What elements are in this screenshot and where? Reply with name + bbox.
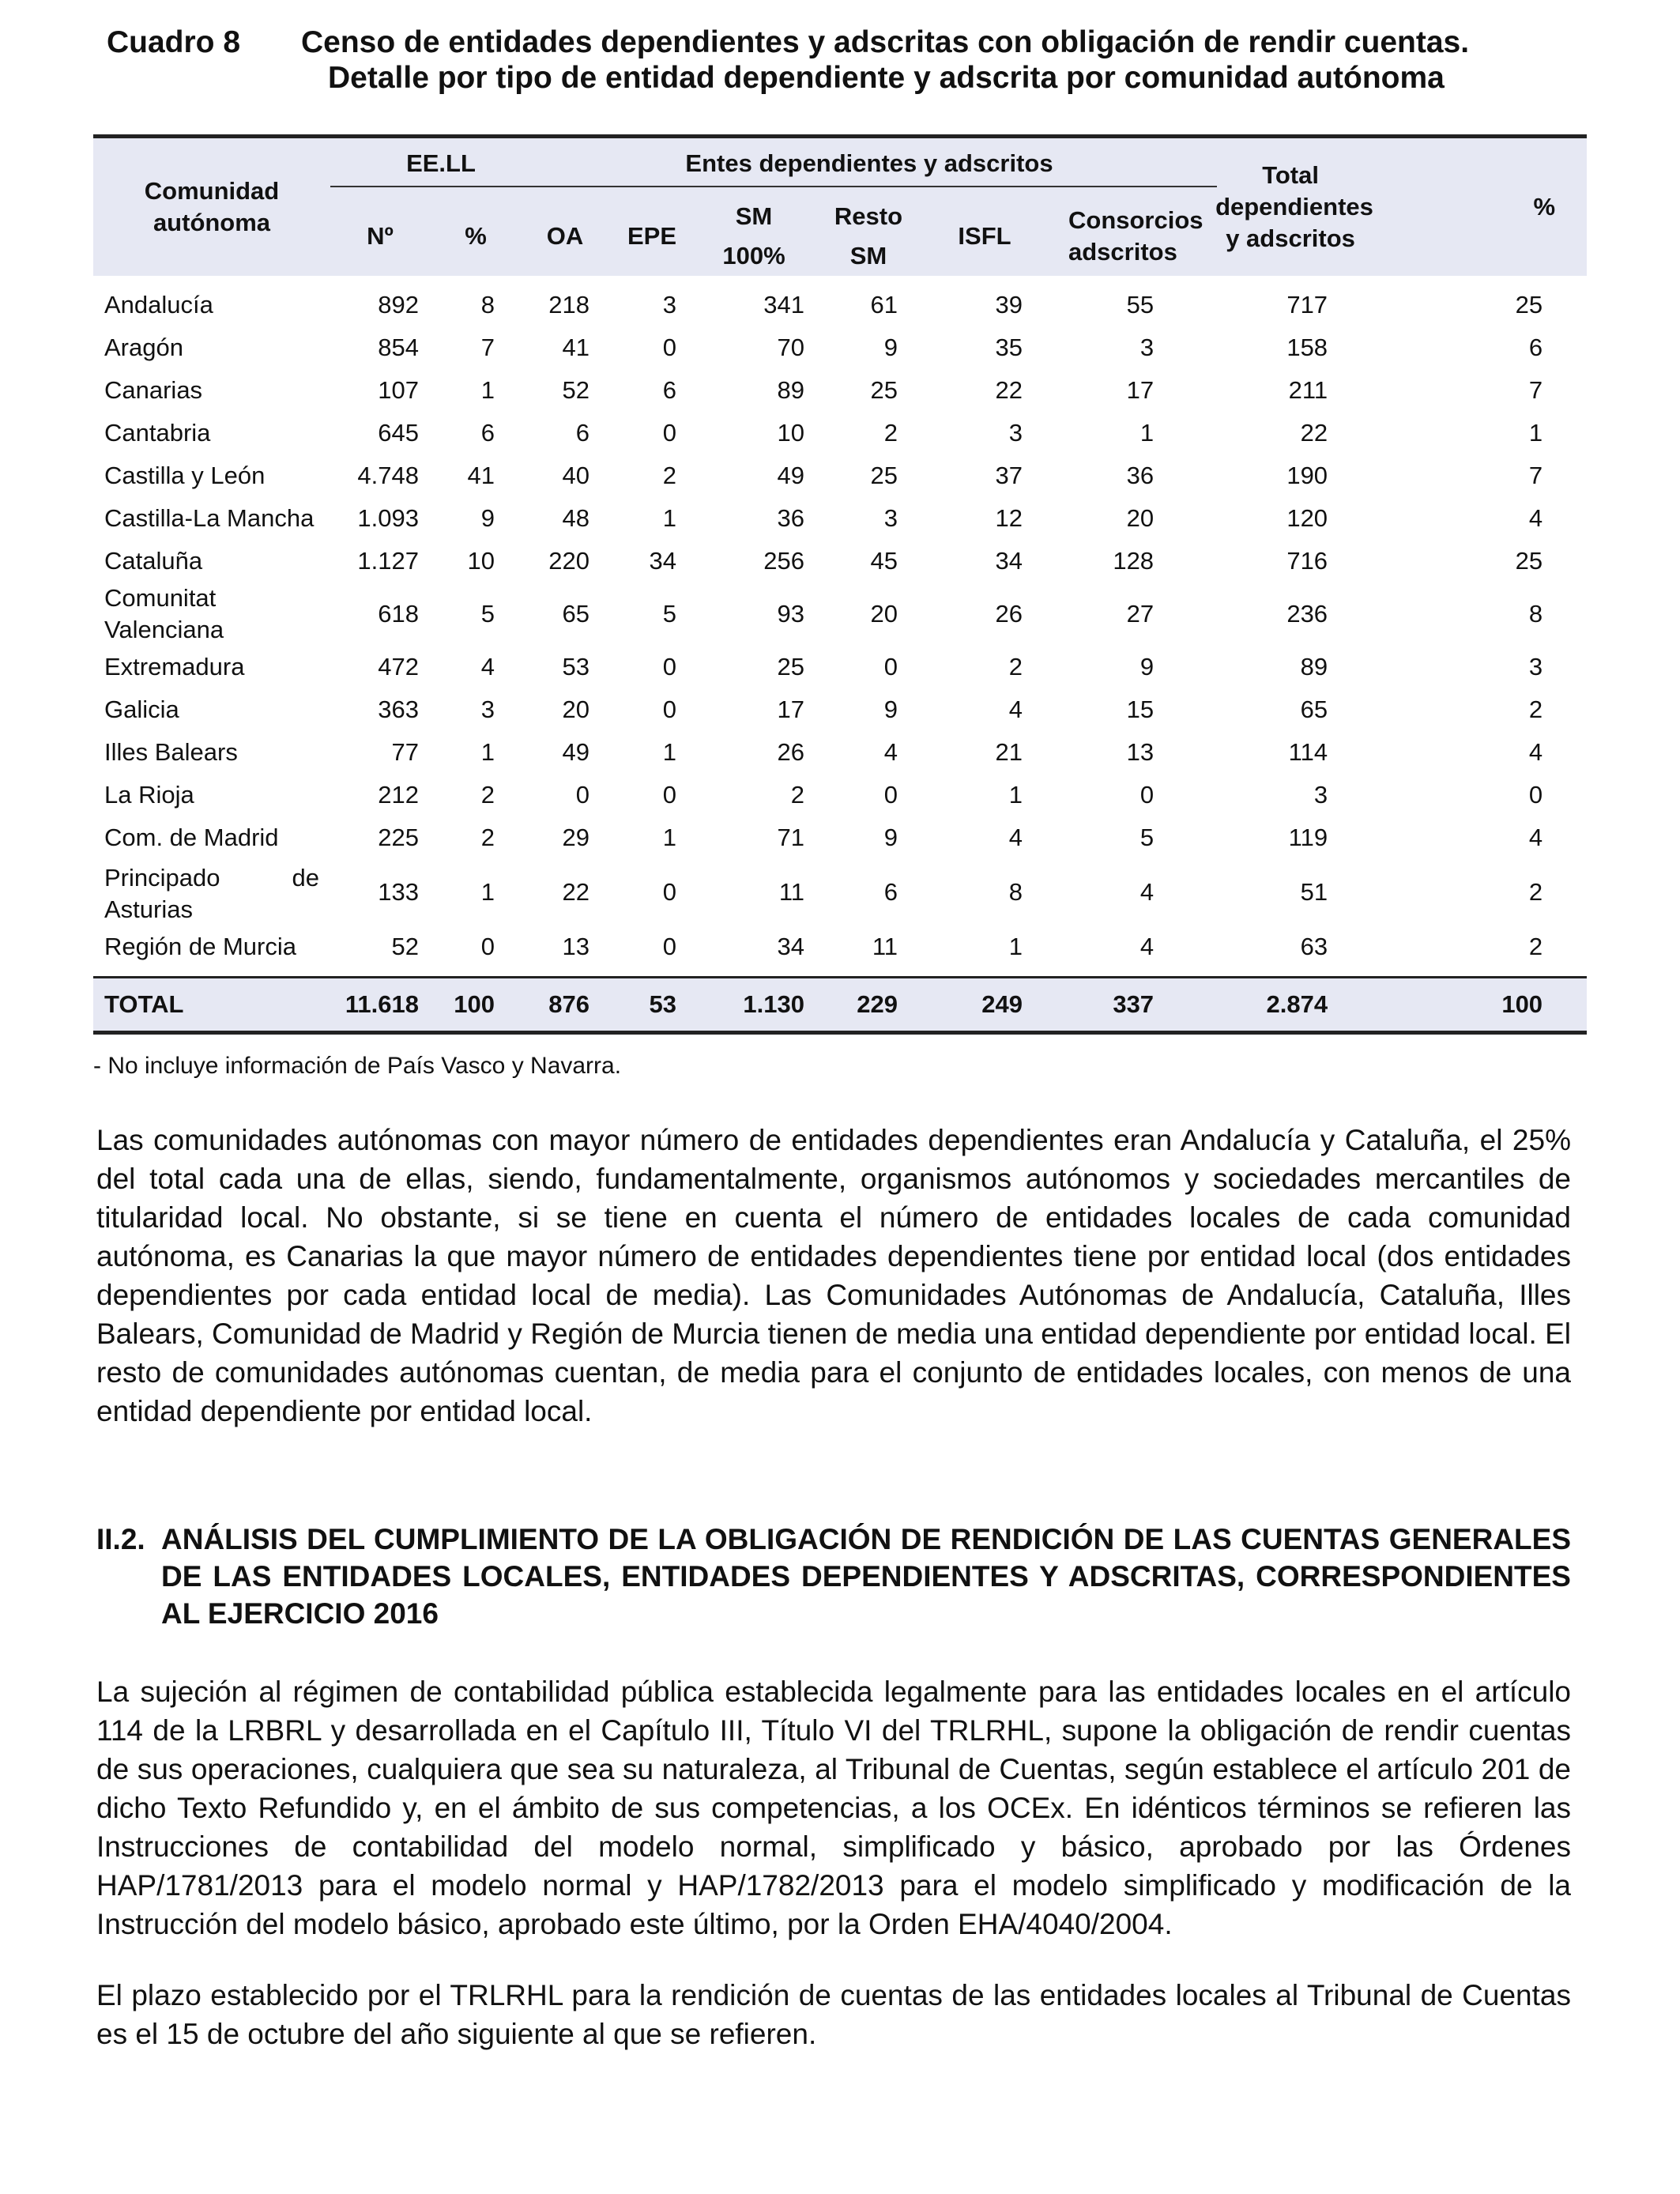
table-cell: 21 [995, 737, 1023, 766]
table-cell: 645 [378, 418, 419, 447]
row-label: Castilla y León [104, 461, 266, 489]
table-cell: 0 [883, 780, 898, 809]
table-cell: 0 [662, 780, 676, 809]
table-cell: 34 [995, 546, 1023, 575]
header-sm: SM [695, 197, 812, 236]
table-cell: 2 [790, 780, 804, 809]
table-row [93, 774, 1587, 816]
table-cell: 4 [1008, 823, 1023, 851]
header-consorcios: Consorcios adscritos [1045, 197, 1200, 276]
table-row [93, 646, 1587, 688]
table-cell: 0 [1139, 780, 1155, 809]
table-cell: 9 [883, 333, 898, 361]
table-cell: 0 [575, 780, 590, 809]
row-label: Extremadura [104, 652, 245, 680]
table-cell: 0 [662, 877, 676, 906]
row-label: Galicia [104, 695, 179, 723]
table-cell: 41 [562, 333, 590, 361]
table-cell: 0 [1528, 780, 1543, 809]
table-cell: 4 [1008, 695, 1023, 723]
table-cell: 0 [662, 695, 676, 723]
table-cell: 20 [562, 695, 590, 723]
table-cell: 5 [1139, 823, 1155, 851]
table-cell: 4 [1139, 932, 1155, 960]
table-cell: 3 [1313, 780, 1328, 809]
header-eell: EE.LL [330, 137, 522, 197]
header-isfl: ISFL [925, 197, 1045, 276]
total-cell: 876 [522, 977, 608, 1032]
table-cell: 1 [662, 823, 676, 851]
row-label: Aragón [104, 333, 183, 361]
table-cell: 114 [1288, 737, 1328, 766]
table-cell: 36 [777, 503, 804, 532]
row-label: La Rioja [104, 780, 194, 809]
table-cell: 37 [995, 461, 1023, 489]
table-cell: 5 [480, 599, 495, 628]
table-cell: 26 [995, 599, 1023, 628]
row-label: Principado de Asturias [104, 863, 319, 923]
table-cell: 212 [378, 780, 419, 809]
table-cell: 63 [1300, 932, 1328, 960]
row-label: Castilla-La Mancha [104, 503, 315, 532]
table-cell: 34 [777, 932, 804, 960]
table-cell: 5 [662, 599, 676, 628]
table-cell: 25 [1515, 290, 1543, 319]
row-label: Illes Balears [104, 737, 238, 766]
table-cell: 6 [883, 877, 898, 906]
table-cell: 1 [480, 375, 495, 404]
table-row [93, 497, 1587, 540]
table-cell: 45 [870, 546, 898, 575]
table-cell: 133 [378, 877, 419, 906]
table-cell: 4.748 [357, 461, 419, 489]
header-resto: Resto [812, 197, 925, 236]
table-cell: 1.127 [357, 546, 419, 575]
table-cell: 4 [1528, 503, 1543, 532]
table-cell: 717 [1286, 290, 1328, 319]
table-cell: 71 [777, 823, 804, 851]
table-cell: 22 [562, 877, 590, 906]
table-cell: 1 [662, 503, 676, 532]
table-cell: 2 [480, 823, 495, 851]
table-row [93, 731, 1587, 774]
table-cell: 120 [1286, 503, 1328, 532]
table-cell: 472 [378, 652, 419, 680]
table-row [93, 582, 1587, 646]
table-cell: 9 [883, 695, 898, 723]
table-cell: 49 [777, 461, 804, 489]
header-resto-sub: SM [812, 236, 925, 276]
section-title: ANÁLISIS DEL CUMPLIMIENTO DE LA OBLIGACIÓN DE RENDICIÓN DE LAS CUENTAS GENERALES DE LAS ENTIDADES LOCALES, ENTIDADES DEPENDIENTES Y ADSCRITAS, CORRESPONDIENTES AL EJERCICIO 2016 [161, 1523, 1571, 1630]
table-cell: 11 [872, 932, 898, 960]
table-cell: 2 [1528, 932, 1543, 960]
table-cell: 892 [378, 290, 419, 319]
table-cell: 4 [1528, 823, 1543, 851]
header-comunidad: Comunidad autónoma [93, 137, 330, 276]
total-cell: 249 [925, 977, 1045, 1032]
row-label: Cataluña [104, 546, 203, 575]
paragraph-2: La sujeción al régimen de contabilidad pública establecida legalmente para las entidades locales en el artículo 114 de la LRBRL y desarrollada en el Capítulo III, Título VI del TRLRHL, supone la obligación de rendir cuentas de sus operaciones, cualquiera que sea su naturaleza, al Tribunal de Cuentas, según establece el artículo 201 de dicho Texto Refundido y, en el ámbito de sus competencias, a los OCEx. En idénticos términos se refieren las Instrucciones de contabilidad del modelo normal, simplificado y básico, aprobado por las Órdenes HAP/1781/2013 para el modelo normal y HAP/1782/2013 para el modelo simplificado y modificación de la Instrucción del modelo básico, aprobado este último, por la Orden EHA/4040/2004. [96, 1676, 1571, 1940]
table-cell: 190 [1286, 461, 1328, 489]
table-cell: 52 [391, 932, 419, 960]
table-row [93, 454, 1587, 497]
table-cell: 13 [1126, 737, 1155, 766]
paragraph-3: El plazo establecido por el TRLRHL para la rendición de cuentas de las entidades locales al Tribunal de Cuentas es el 15 de octubre del año siguiente al que se refieren. [96, 1979, 1571, 2050]
total-cell: 337 [1045, 977, 1200, 1032]
table-cell: 4 [883, 737, 898, 766]
table-row [93, 816, 1587, 859]
table-cell: 40 [562, 461, 590, 489]
total-cell: 100 [430, 977, 522, 1032]
table-cell: 4 [480, 652, 495, 680]
table-cell: 1 [480, 877, 495, 906]
table-cell: 7 [1528, 375, 1543, 404]
table-cell: 2 [883, 418, 898, 447]
total-cell: 1.130 [695, 977, 812, 1032]
table-cell: 0 [662, 932, 676, 960]
table-cell: 48 [562, 503, 590, 532]
table-cell: 25 [1515, 546, 1543, 575]
table-cell: 17 [1126, 375, 1155, 404]
table-cell: 4 [1528, 737, 1543, 766]
table-cell: 363 [378, 695, 419, 723]
table-cell: 22 [1300, 418, 1328, 447]
table-cell: 36 [1126, 461, 1155, 489]
table-cell: 7 [1528, 461, 1543, 489]
table-cell: 77 [391, 737, 419, 766]
table-cell: 0 [480, 932, 495, 960]
row-label: Com. de Madrid [104, 823, 279, 851]
row-label: Región de Murcia [104, 932, 296, 960]
table-cell: 1 [480, 737, 495, 766]
table-cell: 3 [662, 290, 676, 319]
section-number: II.2. [96, 1523, 145, 1555]
table-cell: 6 [1528, 333, 1543, 361]
table-cell: 65 [1300, 695, 1328, 723]
table-cell: 7 [480, 333, 495, 361]
table-row [93, 369, 1587, 412]
table-cell: 93 [777, 599, 804, 628]
row-label: Andalucía [104, 290, 213, 319]
table-cell: 0 [662, 652, 676, 680]
table-cell: 41 [467, 461, 495, 489]
table-row [93, 688, 1587, 731]
table-cell: 107 [378, 375, 419, 404]
table-cell: 0 [662, 333, 676, 361]
table-cell: 854 [378, 333, 419, 361]
table-row [93, 540, 1587, 582]
table-cell: 3 [480, 695, 495, 723]
table-row [93, 859, 1587, 925]
header-pct-total: % [1381, 137, 1587, 276]
table-cell: 6 [575, 418, 590, 447]
table-cell: 6 [662, 375, 676, 404]
table-cell: 51 [1300, 877, 1328, 906]
table-cell: 225 [378, 823, 419, 851]
table-cell: 2 [1528, 877, 1543, 906]
header-total: Total dependientes y adscritos [1200, 137, 1381, 276]
table-cell: 341 [763, 290, 804, 319]
table-cell: 2 [662, 461, 676, 489]
table-cell: 2 [1008, 652, 1023, 680]
table-cell: 26 [777, 737, 804, 766]
table-cell: 119 [1288, 823, 1328, 851]
table-note: - No incluye información de País Vasco y Navarra. [93, 1053, 622, 1079]
table-cell: 10 [467, 546, 495, 575]
table-cell: 25 [870, 375, 898, 404]
caption-title-line1: Censo de entidades dependientes y adscritas con obligación de rendir cuentas. [301, 25, 1470, 59]
table-cell: 9 [480, 503, 495, 532]
table-cell: 61 [870, 290, 898, 319]
table-cell: 27 [1126, 599, 1155, 628]
table-row [93, 326, 1587, 369]
table-cell: 8 [1008, 877, 1023, 906]
table-cell: 39 [995, 290, 1023, 319]
row-label: Cantabria [104, 418, 211, 447]
table-cell: 3 [883, 503, 898, 532]
table-cell: 89 [777, 375, 804, 404]
table-cell: 53 [562, 652, 590, 680]
header-n: Nº [330, 197, 430, 276]
row-label: Canarias [104, 375, 203, 404]
table-cell: 49 [562, 737, 590, 766]
table-cell: 8 [1528, 599, 1543, 628]
table-cell: 10 [777, 418, 804, 447]
table-cell: 20 [870, 599, 898, 628]
table-cell: 11 [778, 877, 804, 906]
table-cell: 20 [1126, 503, 1155, 532]
table-cell: 89 [1300, 652, 1328, 680]
table-cell: 9 [1139, 652, 1155, 680]
total-cell: 229 [812, 977, 925, 1032]
table-cell: 25 [777, 652, 804, 680]
table-row [93, 412, 1587, 454]
table-cell: 1 [1528, 418, 1543, 447]
table-cell: 1 [1139, 418, 1155, 447]
table-cell: 236 [1286, 599, 1328, 628]
table-cell: 4 [1139, 877, 1155, 906]
table-cell: 13 [562, 932, 590, 960]
caption-title-line2: Detalle por tipo de entidad dependiente y adscrita por comunidad autónoma [328, 61, 1445, 95]
table-cell: 128 [1113, 546, 1155, 575]
header-oa: OA [522, 197, 608, 276]
table-cell: 1 [1008, 932, 1023, 960]
table-cell: 618 [378, 599, 419, 628]
census-table [93, 134, 1587, 1035]
table-cell: 22 [995, 375, 1023, 404]
table-cell: 218 [548, 290, 590, 319]
table-cell: 52 [562, 375, 590, 404]
table-cell: 256 [763, 546, 804, 575]
table-cell: 8 [480, 290, 495, 319]
table-cell: 1 [662, 737, 676, 766]
table-row [93, 276, 1587, 326]
table-cell: 6 [480, 418, 495, 447]
header-epe: EPE [608, 197, 695, 276]
table-cell: 716 [1286, 546, 1328, 575]
table-cell: 3 [1008, 418, 1023, 447]
table-cell: 34 [649, 546, 676, 575]
table-cell: 15 [1126, 695, 1155, 723]
paragraph-1: Las comunidades autónomas con mayor número de entidades dependientes eran Andalucía y Cataluña, el 25% del total cada una de ellas, siendo, fundamentalmente, organismos autónomos y sociedades mercantiles de titularidad local. No obstante, si se tiene en cuenta el número de entidades locales de cada comunidad autónoma, es Canarias la que mayor número de entidades dependientes tiene por entidad local (dos entidades dependientes por cada entidad local de media). Las Comunidades Autónomas de Andalucía, Cataluña, Illes Balears, Comunidad de Madrid y Región de Murcia tienen de media una entidad dependiente por entidad local. El resto de comunidades autónomas cuentan, de media para el conjunto de entidades locales, con menos de una entidad dependiente por entidad local. [96, 1124, 1571, 1427]
table-cell: 12 [995, 503, 1023, 532]
caption-number: Cuadro 8 [107, 25, 241, 59]
table-cell: 0 [662, 418, 676, 447]
table-cell: 3 [1139, 333, 1155, 361]
header-sm-sub: 100% [695, 236, 812, 276]
header-pct: % [430, 197, 522, 276]
table-cell: 70 [777, 333, 804, 361]
table-cell: 35 [995, 333, 1023, 361]
header-entes: Entes dependientes y adscritos [522, 137, 1200, 197]
total-cell: 11.618 [330, 977, 430, 1032]
table-cell: 158 [1286, 333, 1328, 361]
section-heading [96, 1521, 1571, 1632]
table-cell: 1.093 [357, 503, 419, 532]
total-cell: 2.874 [1200, 977, 1381, 1032]
table-cell: 2 [1528, 695, 1543, 723]
table-cell: 2 [480, 780, 495, 809]
table-cell: 0 [883, 652, 898, 680]
table-cell: 55 [1126, 290, 1155, 319]
total-cell: 100 [1381, 977, 1587, 1032]
total-cell: 53 [608, 977, 695, 1032]
total-label: TOTAL [93, 977, 330, 1032]
total-row [93, 977, 1587, 1032]
table-cell: 17 [777, 695, 804, 723]
row-label: Comunitat Valenciana [104, 583, 224, 643]
table-row [93, 925, 1587, 978]
table-cell: 1 [1008, 780, 1023, 809]
table-cell: 211 [1288, 375, 1328, 404]
table-cell: 29 [562, 823, 590, 851]
table-cell: 9 [883, 823, 898, 851]
table-cell: 220 [548, 546, 590, 575]
table-cell: 25 [870, 461, 898, 489]
table-cell: 3 [1528, 652, 1543, 680]
table-cell: 65 [562, 599, 590, 628]
